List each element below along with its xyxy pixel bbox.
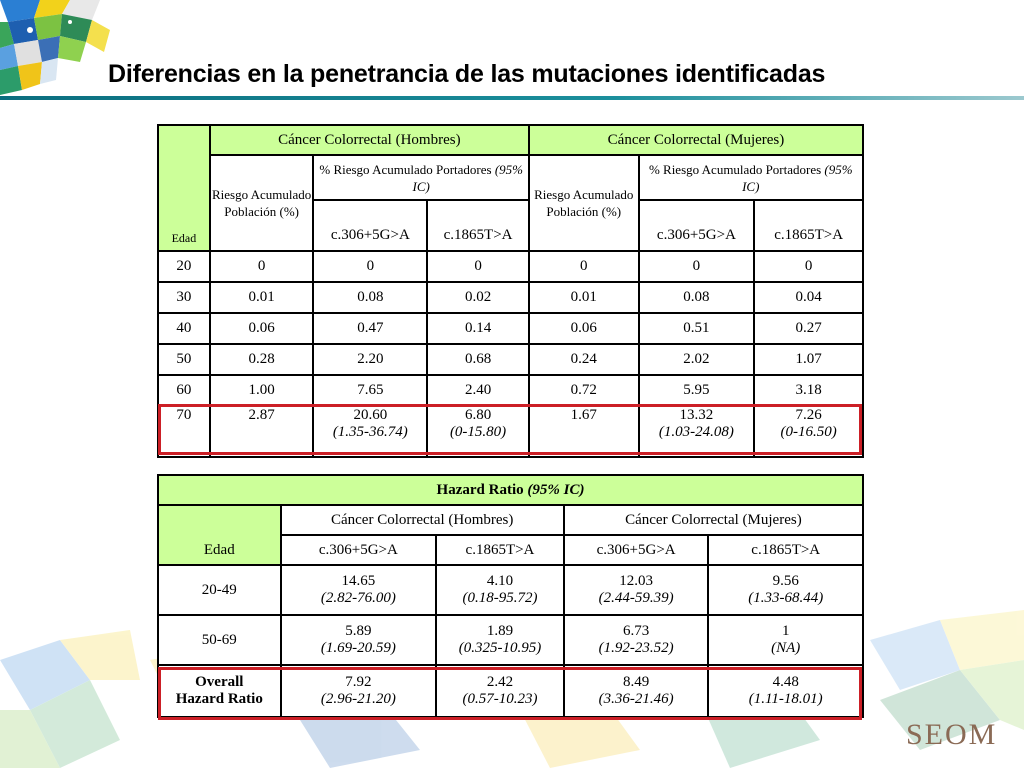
hazard-cell: 12.03 (2.44-59.39) (564, 565, 709, 615)
risk-cell: 3.18 (754, 375, 863, 406)
mutation-header: c.1865T>A (436, 535, 564, 565)
risk-cell: 0.47 (313, 313, 427, 344)
risk-cell: 0.51 (639, 313, 755, 344)
risk-cell: 2.87 (210, 406, 314, 457)
mutation-header: c.1865T>A (754, 200, 863, 251)
age-cell: 50 (158, 344, 210, 375)
overall-label-line2: Hazard Ratio (175, 691, 263, 707)
hazard-cell: 1 (NA) (708, 615, 863, 665)
risk-cell: 0 (754, 251, 863, 282)
risk-cell: 0.01 (529, 282, 639, 313)
risk-cell: 1.07 (754, 344, 863, 375)
table-row (158, 251, 863, 282)
risk-cell: 0 (313, 251, 427, 282)
edad-header: Edad (158, 125, 210, 251)
hazard-cell: 4.10 (0.18-95.72) (436, 565, 564, 615)
mosaic-decoration (0, 0, 118, 95)
pop-risk-header-men: Riesgo Acumulado Población (%) (210, 155, 314, 251)
risk-cell: 7.65 (313, 375, 427, 406)
mutation-header: c.306+5G>A (564, 535, 709, 565)
risk-cell: 0.14 (427, 313, 529, 344)
carrier-risk-label: % Riesgo Acumulado Portadores (319, 161, 492, 177)
risk-cell: 0.06 (210, 313, 314, 344)
table-row (158, 406, 863, 457)
risk-cell: 1.67 (529, 406, 639, 457)
risk-cell: 0.01 (210, 282, 314, 313)
mutation-header: c.1865T>A (708, 535, 863, 565)
group-header-women: Cáncer Colorrectal (Mujeres) (564, 505, 863, 535)
table-row (158, 615, 863, 665)
risk-cell: 0.27 (754, 313, 863, 344)
age-cell: 70 (158, 406, 210, 457)
risk-cell: 13.32 (1.03-24.08) (639, 406, 755, 457)
risk-cell: 0 (427, 251, 529, 282)
risk-cell: 0.72 (529, 375, 639, 406)
risk-cell: 0.28 (210, 344, 314, 375)
overall-cell: 2.42 (0.57-10.23) (436, 665, 564, 717)
risk-cell: 2.40 (427, 375, 529, 406)
edad-header: Edad (158, 505, 281, 565)
risk-cell: 2.02 (639, 344, 755, 375)
overall-cell: 7.92 (2.96-21.20) (281, 665, 437, 717)
age-cell: 40 (158, 313, 210, 344)
table-row (158, 375, 863, 406)
age-cell: 30 (158, 282, 210, 313)
age-range-cell: 50-69 (158, 615, 281, 665)
risk-cell: 0.68 (427, 344, 529, 375)
hazard-ratio-title (158, 475, 863, 505)
carrier-risk-header-men (313, 155, 528, 200)
carrier-risk-label: % Riesgo Acumulado Portadores (648, 161, 822, 177)
risk-cell: 0.04 (754, 282, 863, 313)
hazard-cell: 1.89 (0.325-10.95) (436, 615, 564, 665)
group-header-men: Cáncer Colorrectal (Hombres) (281, 505, 564, 535)
hazard-ratio-title-ci: (95% IC) (527, 481, 585, 498)
carrier-risk-ci: (95% IC) (412, 161, 524, 194)
hazard-cell: 5.89 (1.69-20.59) (281, 615, 437, 665)
group-header-men: Cáncer Colorrectal (Hombres) (210, 125, 529, 155)
mutation-header: c.306+5G>A (281, 535, 437, 565)
mutation-header: c.306+5G>A (639, 200, 755, 251)
overall-cell: 4.48 (1.11-18.01) (708, 665, 863, 717)
risk-cell: 1.00 (210, 375, 314, 406)
risk-cell: 5.95 (639, 375, 755, 406)
risk-cell: 0.08 (639, 282, 755, 313)
title-rule (0, 96, 1024, 100)
risk-cell: 0 (210, 251, 314, 282)
carrier-risk-header-women (639, 155, 863, 200)
pop-risk-header-women: Riesgo Acumulado Población (%) (529, 155, 639, 251)
risk-cell: 0 (639, 251, 755, 282)
risk-cell: 0 (529, 251, 639, 282)
table-row (158, 282, 863, 313)
overall-label-line1: Overall (195, 674, 244, 690)
risk-cell: 0.06 (529, 313, 639, 344)
mutation-header: c.306+5G>A (313, 200, 427, 251)
risk-cell: 7.26 (0-16.50) (754, 406, 863, 457)
risk-cell: 6.80 (0-15.80) (427, 406, 529, 457)
risk-cell: 2.20 (313, 344, 427, 375)
risk-cell: 20.60 (1.35-36.74) (313, 406, 427, 457)
table-row (158, 344, 863, 375)
risk-cell: 0.24 (529, 344, 639, 375)
risk-cell: 0.02 (427, 282, 529, 313)
age-cell: 20 (158, 251, 210, 282)
hazard-cell: 6.73 (1.92-23.52) (564, 615, 709, 665)
group-header-women: Cáncer Colorrectal (Mujeres) (529, 125, 863, 155)
mutation-header: c.1865T>A (427, 200, 529, 251)
penetrance-table (157, 124, 864, 458)
hazard-ratio-table (157, 474, 864, 718)
risk-cell: 0.08 (313, 282, 427, 313)
seom-logo: SEOM (906, 718, 998, 751)
overall-cell: 8.49 (3.36-21.46) (564, 665, 709, 717)
hazard-ratio-title-text: Hazard Ratio (436, 481, 524, 498)
overall-label (158, 665, 281, 717)
age-range-cell: 20-49 (158, 565, 281, 615)
hazard-cell: 9.56 (1.33-68.44) (708, 565, 863, 615)
carrier-risk-ci: (95% IC) (742, 161, 853, 194)
hazard-cell: 14.65 (2.82-76.00) (281, 565, 437, 615)
age-cell: 60 (158, 375, 210, 406)
table-row (158, 565, 863, 615)
page-title: Diferencias en la penetrancia de las mutaciones identificadas (108, 60, 826, 88)
table-row (158, 313, 863, 344)
